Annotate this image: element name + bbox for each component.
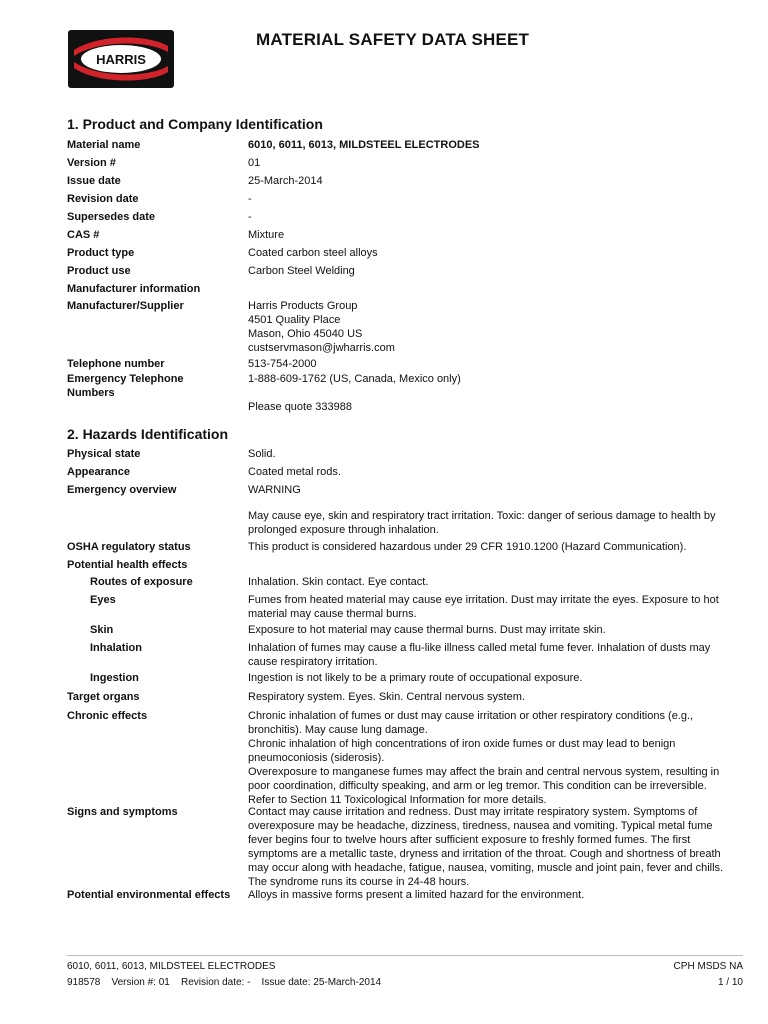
value [248,593,746,621]
text-line: poor coordination, difficulty speaking, and arm or leg tremor. This condition can be irreversible. [248,780,707,792]
value: Coated carbon steel alloys [248,247,378,259]
footer-code: CPH MSDS NA [673,961,743,972]
label: Signs and symptoms [67,806,178,818]
value: Exposure to hot material may cause thermal burns. Dust may irritate skin. [248,624,606,636]
label: Product use [67,265,131,277]
label: Emergency overview [67,484,177,496]
quote-note: Please quote 333988 [248,401,352,413]
text-line: Refer to Section 11 Toxicological Information for more details. [248,794,547,806]
footer-details: 918578 Version #: 01 Revision date: - Issue date: 25-March-2014 [67,977,382,988]
value: Solid. [248,448,276,460]
section-1-heading: 1. Product and Company Identification [67,116,323,132]
text-line: The syndrome runs its course in 24-48 hours. [248,876,470,888]
footer-line-1 [67,960,743,973]
label: Issue date [67,175,121,187]
label: Version # [67,157,116,169]
label: Physical state [67,448,141,460]
label: Manufacturer/Supplier [67,300,184,312]
text-line: material may cause thermal burns. [248,608,417,620]
label: OSHA regulatory status [67,541,191,553]
text-line: symptoms are a metallic taste, dryness and irritation of the throat. Cough and shortness of breath [248,848,721,860]
text-line: May cause eye, skin and respiratory tract irritation. Toxic: danger of serious damage to health by [248,510,716,522]
document-title: MATERIAL SAFETY DATA SHEET [256,30,530,49]
label: CAS # [67,229,100,241]
text-line: Contact may cause irritation and redness. Dust may irritate respiratory system. Symptoms of [248,806,698,818]
footer-divider [67,955,743,956]
value: Carbon Steel Welding [248,265,355,277]
value [248,805,746,889]
address-line: Harris Products Group [248,300,358,312]
value: 25-March-2014 [248,175,323,187]
label: Routes of exposure [90,576,193,588]
value [248,372,746,414]
value: Inhalation. Skin contact. Eye contact. [248,576,429,588]
label: Ingestion [90,672,139,684]
text-line: Inhalation of fumes may cause a flu-like illness called metal fume fever. Inhalation of dusts may [248,642,711,654]
text-line: Chronic inhalation of high concentrations of iron oxide fumes or dust may lead to benign [248,738,676,750]
label: Revision date [67,193,139,205]
section-2-heading: 2. Hazards Identification [67,426,229,442]
value: Coated metal rods. [248,466,341,478]
value [248,641,746,669]
label: Inhalation [90,642,142,654]
label: Product type [67,247,135,259]
value: - [248,211,252,223]
text-line: bronchitis). May cause lung damage. [248,724,428,736]
value [248,299,746,355]
label: Manufacturer information [67,283,201,295]
label [67,372,242,400]
value [248,709,746,807]
text-line: may occur along with headache, fatigue, nausea, vomiting, muscle and joint pain, fever and chills. [248,862,724,874]
address-line: Mason, Ohio 45040 US [248,328,363,340]
label: Eyes [90,594,116,606]
text-line: Fumes from heated material may cause eye irritation. Dust may irritate the eyes. Exposure to hot [248,594,719,606]
label-line: Numbers [67,387,115,399]
value: This product is considered hazardous under 29 CFR 1910.1200 (Hazard Communication). [248,541,687,553]
label: Chronic effects [67,710,148,722]
footer-line-2 [67,976,743,989]
email-link[interactable]: custservmason@jwharris.com [248,342,395,354]
label: Potential environmental effects [67,889,231,901]
value [248,509,746,537]
label-line: Emergency Telephone [67,373,184,385]
text-line: prolonged exposure through inhalation. [248,524,439,536]
value: Ingestion is not likely to be a primary route of occupational exposure. [248,672,583,684]
text-line: Chronic inhalation of fumes or dust may cause irritation or other respiratory conditions (e.g., [248,710,694,722]
value: 6010, 6011, 6013, MILDSTEEL ELECTRODES [248,139,480,151]
value: Respiratory system. Eyes. Skin. Central nervous system. [248,691,525,703]
page-number: 1 / 10 [717,977,743,988]
label: Material name [67,139,141,151]
value: - [248,193,252,205]
text-line: cause respiratory irritation. [248,656,378,668]
footer-product: 6010, 6011, 6013, MILDSTEEL ELECTRODES [67,961,276,972]
label: Skin [90,624,114,636]
text-line: fever begins four to twelve hours after sufficient exposure to freshly formed fumes. The first [248,834,691,846]
label: Potential health effects [67,559,188,571]
text-line: pneumoconiosis (siderosis). [248,752,385,764]
svg-text:HARRIS: HARRIS [96,52,146,67]
address-line: 4501 Quality Place [248,314,341,326]
emergency-number: 1-888-609-1762 (US, Canada, Mexico only) [248,373,461,385]
label: Telephone number [67,358,165,370]
label: Appearance [67,466,130,478]
label: Target organs [67,691,140,703]
value: Mixture [248,229,285,241]
text-line: Overexposure to manganese fumes may affect the brain and central nervous system, resulting in [248,766,720,778]
label: Supersedes date [67,211,156,223]
value: 01 [248,157,261,169]
value: WARNING [248,484,301,496]
value: Alloys in massive forms present a limited hazard for the environment. [248,889,585,901]
text-line: overexposure may be headache, dizziness, tiredness, nausea and vomiting. Typical metal fume [248,820,713,832]
harris-logo [68,30,174,88]
value: 513-754-2000 [248,358,317,370]
